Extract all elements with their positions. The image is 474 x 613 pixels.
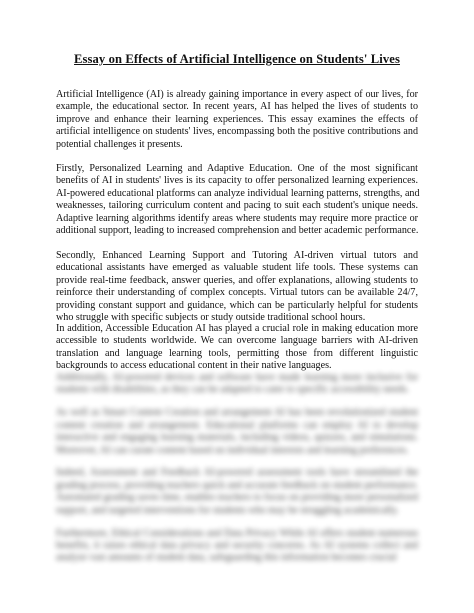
blurred-text-line: Moreover, AI can curate content based on individual interests and learning preferences. xyxy=(56,444,409,456)
blurred-text-line: students with disabilities, as they can be adapted to cater to specific accessibility needs. xyxy=(56,384,409,396)
blurred-text-line: analyze vast amounts of student data, safeguarding this information becomes crucial xyxy=(56,552,397,564)
blurred-paragraph xyxy=(56,372,418,397)
text-line: Secondly, Enhanced Learning Support and Tutoring AI-driven virtual tutors and xyxy=(56,250,418,261)
blurred-text-line: support, and targeted interventions for students who may be struggling academically. xyxy=(56,504,399,516)
text-line: backgrounds to access educational content in their native languages. xyxy=(56,360,332,372)
text-line: example, the educational sector. In recent years, AI has helped the lives of students to xyxy=(56,101,418,113)
text-line: Artificial Intelligence (AI) is already gaining importance in every aspect of our lives, for xyxy=(56,89,418,100)
text-line: who struggle with specific subjects or study outside traditional school hours. xyxy=(56,312,366,324)
blurred-text-line: Indeed, Assessment and Feedback AI-powered assessment tools have streamlined the xyxy=(56,467,418,479)
blurred-text-line: Automated grading saves time, enables teachers to focus on providing more personalized xyxy=(56,492,418,504)
text-line: Adaptive learning algorithms identify areas where students may require more practice or xyxy=(56,212,418,224)
text-line: providing constant support and guidance, which can be particularly helpful for students xyxy=(56,299,418,311)
blurred-paragraph xyxy=(56,467,418,517)
text-line: benefits of AI in students' lives is its capacity to offer personalized learning experiences. xyxy=(56,175,418,187)
text-line: potential challenges it presents. xyxy=(56,138,183,150)
paragraph-personalized-learning xyxy=(56,163,418,237)
text-line: provide real-time feedback, answer queries, and offer explanations, allowing students to xyxy=(56,274,418,286)
text-line: artificial intelligence on students' lives, encompassing both the positive contributions and xyxy=(56,126,418,138)
text-line: educational assistants have emerged as valuable student life tools. These systems can xyxy=(56,262,418,274)
blurred-text-line: Additionally, AI-powered devices and software have made learning more inclusive for xyxy=(56,372,418,383)
paragraph-introduction xyxy=(56,89,418,151)
text-line: weaknesses, tailoring curriculum content and pacing to suit each student's unique needs. xyxy=(56,200,418,212)
text-line: AI-powered educational platforms can analyze individual learning patterns, strengths, and xyxy=(56,187,420,199)
paragraph-accessible-education xyxy=(56,323,418,373)
document-title: Essay on Effects of Artificial Intelligence on Students' Lives xyxy=(74,52,400,66)
blurred-text-line: grading process, providing teachers quick and accurate feedback on student performance. xyxy=(56,479,418,491)
blurred-paragraph xyxy=(56,528,418,565)
blurred-paragraph xyxy=(56,407,418,457)
blurred-text-line: benefits, it raises ethical data privacy and security concerns. As AI systems collect and xyxy=(56,539,418,551)
blurred-text-line: As well as Smart Content Creation and arrangement AI has been revolutionized student xyxy=(56,407,418,419)
text-line: accessible to students worldwide. We can overcome language barriers with AI-driven xyxy=(56,335,418,347)
blurred-text-line: content creation and arrangement. Educational platforms can employ AI to develop xyxy=(56,419,418,431)
text-line: Firstly, Personalized Learning and Adaptive Education. One of the most significant xyxy=(56,163,418,174)
text-line: translation and language learning tools, permitting those from different linguistic xyxy=(56,347,418,359)
text-line: improve and enhance their learning experiences. This essay examines the effects of xyxy=(56,113,418,125)
text-line: In addition, Accessible Education AI has played a crucial role in making education more xyxy=(56,323,418,334)
text-line: reinforce their understanding of complex concepts. Virtual tutors can be available 24/7, xyxy=(56,287,418,299)
blurred-text-line: Furthermore, Ethical Considerations and Data Privacy While AI offers student numerous xyxy=(56,527,418,539)
paragraph-learning-support xyxy=(56,250,418,324)
text-line: additional support, leading to increased comprehension and better academic performance. xyxy=(56,225,419,237)
blurred-text-line: interactive and engaging learning materials, including videos, quizzes, and simulations. xyxy=(56,432,418,444)
blurred-preview-section xyxy=(56,372,418,575)
